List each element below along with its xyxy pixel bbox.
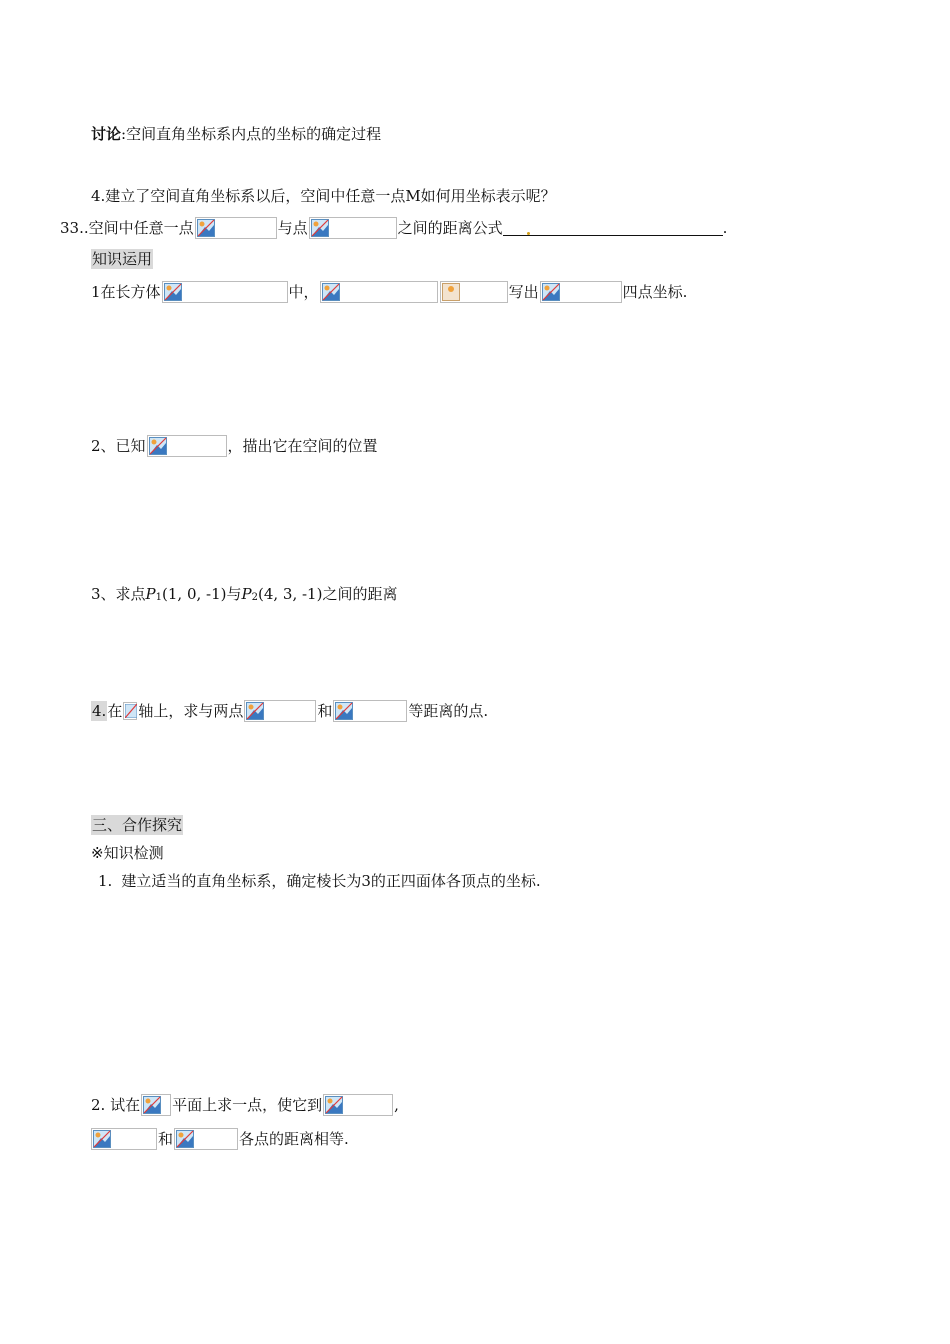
exercise-2-text1: 2、已知 — [91, 437, 146, 455]
formula-image-icon — [141, 1094, 171, 1116]
formula-image-icon — [91, 1128, 157, 1150]
check-question-2-text1: 2. 试在 — [91, 1096, 141, 1114]
question-33-text1: .空间中任意一点 — [83, 219, 194, 237]
formula-image-icon — [440, 281, 508, 303]
question-33-tail: . — [722, 219, 728, 237]
point-p2-label: P — [241, 585, 252, 603]
formula-image-icon — [320, 281, 438, 303]
check-question-2-text4: 和 — [158, 1130, 174, 1148]
point-p1-subscript: 1 — [155, 592, 163, 603]
discussion-label: 讨论 — [91, 125, 122, 143]
exercise-3-text1: 3、求点 — [91, 585, 146, 603]
exercise-1-text2: 中， — [288, 283, 319, 301]
formula-image-icon — [309, 217, 397, 239]
discussion-text: :空间直角坐标系内点的坐标的确定过程 — [121, 125, 382, 143]
formula-image-icon — [540, 281, 622, 303]
formula-image-icon — [123, 702, 137, 720]
question-33 — [60, 217, 727, 239]
exercise-2-text2: ，描出它在空间的位置 — [227, 437, 378, 455]
exercise-4-text4: 等距离的点. — [408, 702, 489, 720]
question-4-intro — [91, 186, 556, 206]
exercise-1 — [91, 281, 687, 303]
formula-image-icon — [174, 1128, 238, 1150]
section-cooperative-inquiry — [91, 815, 183, 835]
exercise-1-text4: 四点坐标. — [622, 283, 688, 301]
exercise-4-text2: 轴上，求与两点 — [138, 702, 244, 720]
question-4-text: 4.建立了空间直角坐标系以后，空间中任意一点M如何用坐标表示呢？ — [91, 187, 556, 205]
check-question-1-number: 1. — [98, 872, 113, 890]
exercise-3-text3: (4, 3, -1)之间的距离 — [257, 585, 398, 603]
answer-blank — [503, 221, 723, 236]
exercise-3 — [91, 584, 397, 604]
formula-image-icon — [244, 700, 316, 722]
knowledge-check-heading — [91, 843, 164, 863]
formula-image-icon — [195, 217, 277, 239]
reference-mark-icon: ※ — [91, 844, 104, 862]
point-p1-label: P — [145, 585, 156, 603]
exercise-1-text3: 写出 — [508, 283, 539, 301]
formula-image-icon — [333, 700, 407, 722]
check-question-1-text: 建立适当的直角坐标系，确定棱长为3的正四面体各顶点的坐标. — [121, 872, 541, 890]
exercise-4-number: 4. — [92, 702, 107, 720]
question-33-number: 33. — [60, 219, 84, 237]
section-knowledge-use — [91, 249, 153, 269]
knowledge-check-label: 知识检测 — [103, 844, 164, 862]
formula-image-icon — [162, 281, 288, 303]
exercise-2 — [91, 435, 378, 457]
check-question-2-line1 — [91, 1094, 399, 1116]
question-33-text2: 与点 — [277, 219, 308, 237]
check-question-2-text5: 各点的距离相等. — [239, 1130, 349, 1148]
question-33-text3: 之间的距离公式 — [397, 219, 503, 237]
exercise-4-text3: 和 — [317, 702, 333, 720]
exercise-3-text2: (1, 0, -1)与 — [162, 585, 242, 603]
discussion-line — [91, 124, 381, 144]
check-question-1 — [98, 871, 541, 891]
check-question-2-line2 — [90, 1128, 349, 1150]
exercise-1-text1: 1在长方体 — [91, 283, 161, 301]
exercise-4 — [91, 700, 488, 722]
point-p2-subscript: 2 — [251, 592, 258, 603]
section-title: 三、合作探究 — [92, 816, 183, 834]
formula-image-icon — [147, 435, 227, 457]
exercise-4-text1: 在 — [107, 702, 123, 720]
check-question-2-text2: 平面上求一点，使它到 — [172, 1096, 323, 1114]
section-title: 知识运用 — [92, 250, 153, 268]
check-question-2-text3: , — [394, 1096, 399, 1114]
formula-image-icon — [323, 1094, 393, 1116]
